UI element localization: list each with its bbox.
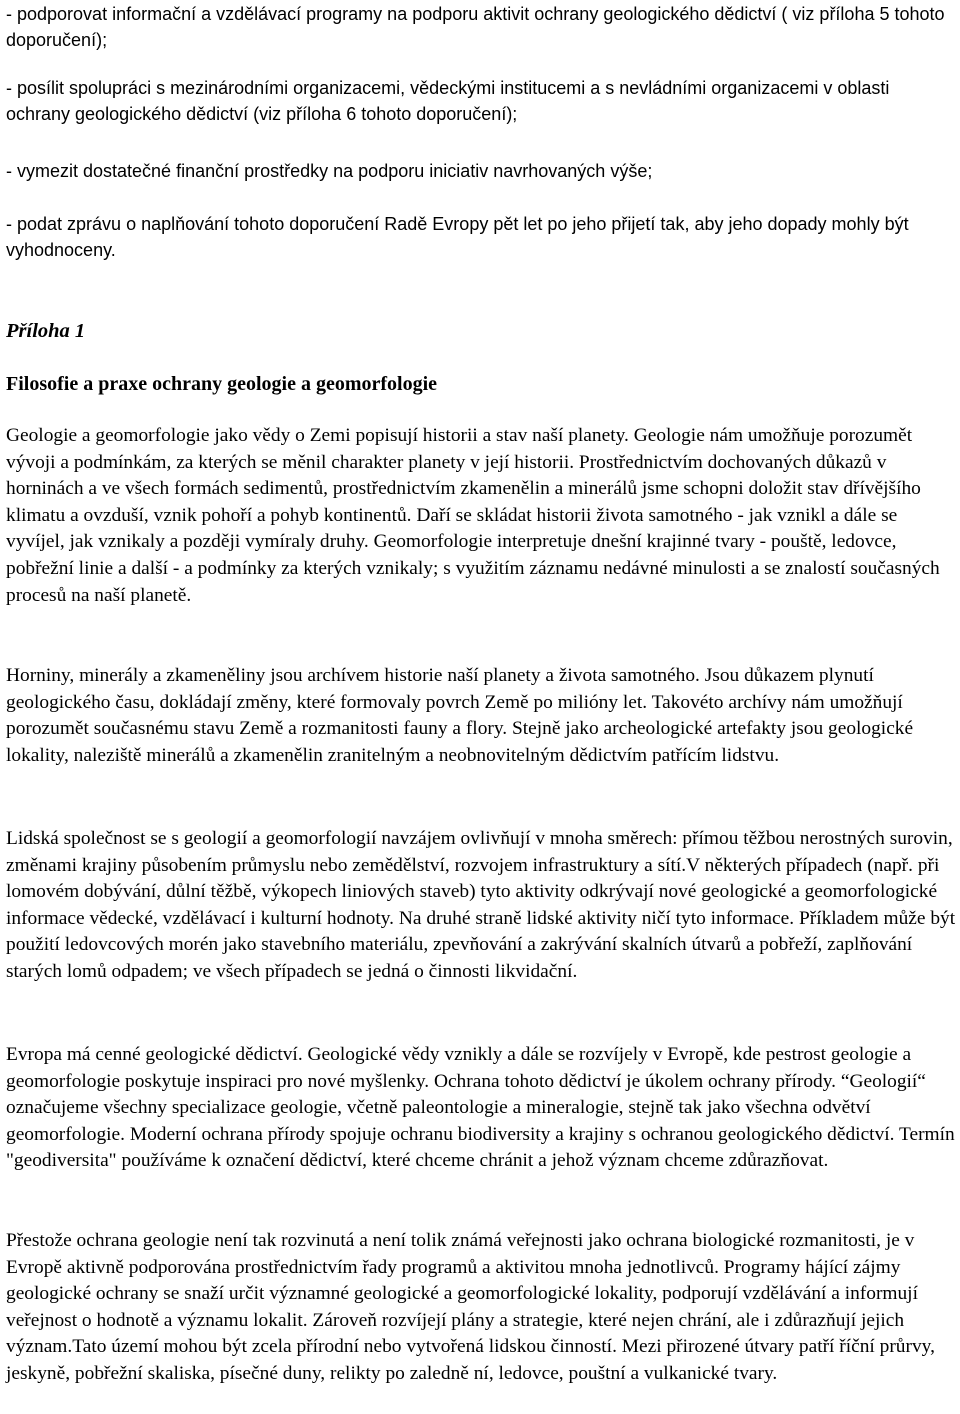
appendix-label: Příloha 1 [6,320,86,342]
bullet-report-council: - podat zprávu o naplňování tohoto doporučení Radě Evropy pět let po jeho přijetí tak, aby jeho dopady mohly být vyhodnoceny. [6,214,909,260]
bullet-financial-resources: - vymezit dostatečné finanční prostředky na podporu iniciativ navrhovaných výše; [6,161,653,181]
paragraph-geoconservation: Přestože ochrana geologie není tak rozvinutá a není tolik známá veřejnosti jako ochrana biologické rozmanitosti, je v Evropě aktivně podporována prostřednictvím řady programů a aktivitou mnoha jednotlivců. Programy hájící zájmy geologické ochrany se snaží určit významné geologické a geomorfologické lokality, podporují vzdělávání a informují veřejnost o hodnotě a významu lokalit. Zároveň rozvíjejí plány a strategie, které nejen chrání, ale i zdůrazňují jejich význam.Tato území mohou být zcela přírodní nebo vytvořená lidskou činností. Mezi přirozené útvary patří říční průrvy, jeskyně, pobřežní skaliska, písečné duny, relikty po zaledně ní, ledovce, pouštní a vulkanické tvary. [6,1230,935,1384]
bullet-international-cooperation: - posílit spolupráci s mezinárodními organizacemi, vědeckými institucemi a s nevládními organizacemi v oblasti ochrany geologického dědictví (viz příloha 6 tohoto doporučení); [6,78,890,124]
paragraph-human-society: Lidská společnost se s geologií a geomorfologií navzájem ovlivňují v mnoha směrech: přímou těžbou nerostných surovin, změnami krajiny působením průmyslu nebo zemědělství, rozvojem infrastruktury a sítí.V některých případech (např. při lomovém dobývání, důlní těžbě, výkopech liniových staveb) tyto aktivity odkrývají nové geologické a geomorfologické informace vědecké, vzdělávací i kulturní hodnoty. Na druhé straně lidské aktivity ničí tyto informace. Příkladem může být použití ledovcových morén jako stavebního materiálu, zpevňování a zakrývání skalních útvarů a pobřeží, zaplňování starých lomů odpadem; ve všech případech se jedná o činnosti likvidační. [6,828,956,982]
paragraph-rocks-archive: Horniny, minerály a zkameněliny jsou archívem historie naší planety a života samotného. Jsou důkazem plynutí geologického času, dokládají změny, které formovaly povrch Země po milióny let. Takovéto archívy nám umožňují porozumět současnému stavu Země a rozmanitosti fauny a flory. Stejně jako archeologické artefakty jsou geologické lokality, naleziště minerálů a zkamenělin zranitelným a neobnovitelným dědictvím patřícím lidstvu. [6,665,914,766]
paragraph-europe-heritage: Evropa má cenné geologické dědictví. Geologické vědy vznikly a dále se rozvíjely v Evropě, kde pestrost geologie a geomorfologie poskytuje inspiraci pro nové myšlenky. Ochrana tohoto dědictví je úkolem ochrany přírody. “Geologií“ označujeme všechny specializace geologie, včetně paleontologie a mineralogie, stejně tak jako všechna odvětví geomorfologie. Moderní ochrana přírody spojuje ochranu biodiversity a krajiny s ochranou geologického dědictví. Termín "geodiversita" používáme k označení dědictví, které chceme chránit a jehož význam chceme zdůrazňovat. [6,1044,955,1172]
bullet-information-programs: - podporovat informační a vzdělávací programy na podporu aktivit ochrany geologického dědictví ( viz příloha 5 tohoto doporučení); [6,4,945,50]
paragraph-geology-sciences: Geologie a geomorfologie jako vědy o Zemi popisují historii a stav naší planety. Geologie nám umožňuje porozumět vývoji a podmínkám, za kterých se měnil charakter planety v její historii. Prostřednictvím dochovaných důkazů v horninách a ve všech formách sedimentů, prostřednictvím zkamenělin a minerálů jsme schopni doložit stav dřívějšího klimatu a ovzduší, vznik pohoří a pohyb kontinentů. Daří se skládat historii života samotného - jak vznikl a dále se vyvíjel, jak vznikaly a později vymíraly druhy. Geomorfologie interpretuje dnešní krajinné tvary - pouště, ledovce, pobřežní linie a další - a podmínky za kterých vznikaly; s využitím záznamu nedávné minulosti a se znalostí současných procesů na naší planetě. [6,425,940,606]
appendix-title: Filosofie a praxe ochrany geologie a geomorfologie [6,373,438,395]
